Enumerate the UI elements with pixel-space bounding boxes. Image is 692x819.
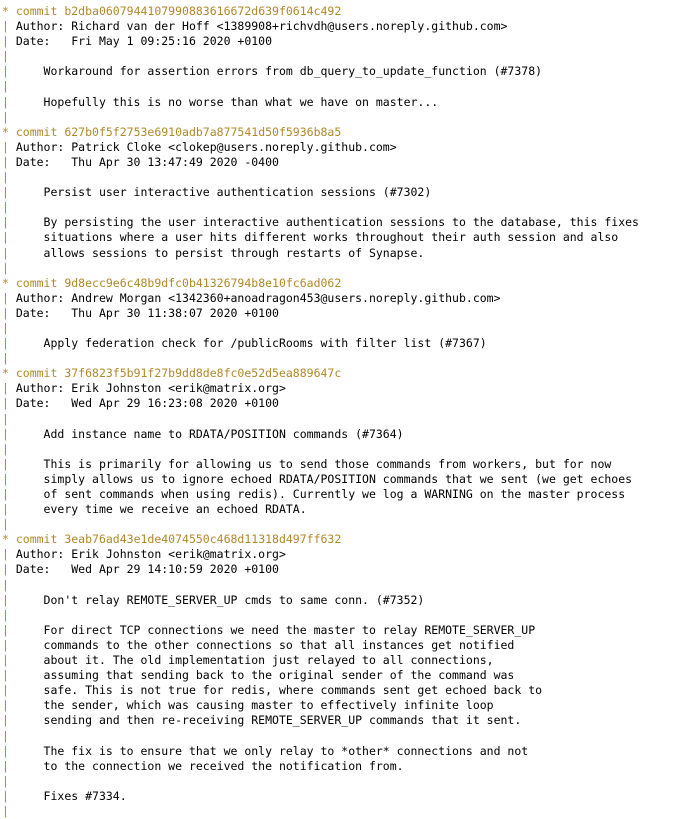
commit-message-line [2,487,692,502]
commit-message-line [2,744,692,759]
graph-blank-line [2,517,692,532]
commit-message-text: assuming that sending back to the original sender of the command was [8,668,515,683]
commit-hash: 627b0f5f2753e6910adb7a877541d50f5936b8a5 [64,124,342,139]
graph-pipe: | [2,336,9,351]
commit-message-line [2,713,692,728]
date-label: Date: [15,562,72,577]
date-value: Thu Apr 30 13:47:49 2020 -0400 [71,154,279,169]
commit-message-text: of sent commands when using redis). Currently we log a WARNING on the master process [8,487,626,501]
commit-keyword: commit [15,366,65,381]
commit-keyword: commit [15,532,65,547]
date-value: Fri May 1 09:25:16 2020 +0100 [71,34,273,49]
commit-message-line [2,638,692,653]
date-line [2,396,692,411]
graph-pipe: | [2,79,9,94]
graph-marker: * [2,124,16,139]
commit-message-line [2,336,692,351]
commit-message-line [2,623,692,638]
commit-message-line [2,668,692,683]
commit-message-line [2,774,692,789]
graph-blank-line [2,578,692,593]
commit-message-line [2,200,692,215]
graph-pipe: | [2,230,9,245]
commit-header-line [2,4,692,19]
author-label: Author: [15,547,72,562]
graph-pipe: | [2,456,9,471]
graph-pipe: | [2,577,9,592]
graph-pipe: | [2,441,9,456]
graph-pipe: | [2,728,9,743]
date-line [2,306,692,321]
commit-message-line [2,653,692,668]
graph-pipe: | [2,683,9,698]
author-line [2,140,692,155]
graph-pipe: | [2,487,9,501]
commit-message-text: about it. The old implementation just relayed to all connections, [8,653,494,668]
commit-message-line [2,729,692,744]
commit-keyword: commit [15,124,65,139]
author-line [2,291,692,306]
graph-pipe: | [2,139,16,154]
commit-message-line [2,95,692,110]
graph-pipe: | [2,320,9,335]
commit-message-text: Hopefully this is no worse than what we have on master... [8,94,439,109]
graph-pipe: | [2,109,9,124]
graph-blank-line [2,321,692,336]
graph-pipe: | [2,290,16,305]
author-label: Author: [15,381,72,396]
graph-pipe: | [2,396,16,411]
commit-message-text: sending and then re-receiving REMOTE_SERVER_UP commands that it sent. [8,713,522,728]
graph-pipe: | [2,788,9,803]
graph-pipe: | [2,49,9,64]
commit-message-line [2,64,692,79]
graph-pipe: | [2,637,9,652]
graph-pipe: | [2,547,16,562]
author-line [2,547,692,562]
author-label: Author: [15,139,72,154]
date-label: Date: [15,154,72,169]
graph-pipe: | [2,622,9,637]
graph-pipe: | [2,592,9,607]
graph-pipe: | [2,713,9,728]
graph-pipe: | [2,170,9,185]
commit-message-text: simply allows us to ignore echoed RDATA/POSITION commands that we sent (we get echoes [8,471,633,486]
author-value: Erik Johnston <erik@matrix.org> [71,381,286,396]
commit-message-text: Apply federation check for /publicRooms with filter list (#7367) [8,336,487,351]
commit-header-line [2,532,692,547]
date-line [2,155,692,170]
graph-pipe: | [2,34,16,49]
graph-blank-line [2,170,692,185]
commit-message-line [2,185,692,200]
graph-marker: * [2,4,16,18]
commit-message-text: allows sessions to persist through restarts of Synapse. [8,245,425,260]
commit-message-line [2,608,692,623]
graph-pipe: | [2,260,9,275]
graph-pipe: | [2,426,9,441]
commit-message-text: commands to the other connections so that all instances get notified [8,637,515,652]
graph-pipe: | [2,773,9,788]
date-label: Date: [15,396,72,411]
commit-keyword: commit [15,4,65,18]
graph-pipe: | [2,200,9,215]
date-line [2,562,692,577]
commit-message-line [2,472,692,487]
graph-blank-line [2,110,692,125]
graph-pipe: | [2,758,9,773]
date-value: Wed Apr 29 14:10:59 2020 +0100 [71,562,279,577]
graph-marker: * [2,275,16,290]
commit-message-text: situations where a user hits different works throughout their auth session and also [8,230,619,245]
commit-message-text: Don't relay REMOTE_SERVER_UP cmds to same conn. (#7352) [8,592,425,607]
commit-header-line [2,366,692,381]
commit-hash: 9d8ecc9e6c48b9dfc0b41326794b8e10fc6ad062 [64,275,342,290]
author-value: Patrick Cloke <clokep@users.noreply.github.com> [71,139,397,154]
commit-message-line [2,79,692,94]
author-value: Erik Johnston <erik@matrix.org> [71,547,286,562]
author-line [2,19,692,34]
commit-hash: 3eab76ad43e1de4074550c468d11318d497ff632 [64,532,342,547]
graph-pipe: | [2,154,16,169]
graph-pipe: | [2,245,9,260]
commit-header-line [2,125,692,140]
graph-pipe: | [2,517,9,532]
commit-header-line [2,276,692,291]
graph-pipe: | [2,19,16,34]
commit-message-line [2,457,692,472]
commit-message-text: By persisting the user interactive authentication sessions to the database, this fixes [8,215,639,230]
author-value: Andrew Morgan <1342360+anoadragon453@users.noreply.github.com> [71,290,501,305]
graph-pipe: | [2,607,9,622]
graph-pipe: | [2,668,9,683]
graph-blank-line [2,261,692,276]
author-label: Author: [15,19,72,34]
date-label: Date: [15,34,72,49]
graph-blank-line [2,412,692,427]
date-value: Wed Apr 29 16:23:08 2020 +0100 [71,396,279,411]
graph-pipe: | [2,305,16,320]
commit-message-text: This is primarily for allowing us to send those commands from workers, but for now [8,456,612,471]
commit-message-line [2,230,692,245]
commit-message-text: Add instance name to RDATA/POSITION commands (#7364) [8,426,404,441]
graph-blank-line [2,49,692,64]
graph-pipe: | [2,411,9,426]
commit-message-text: to the connection we received the notification from. [8,758,404,773]
commit-message-line [2,593,692,608]
author-label: Author: [15,290,72,305]
graph-pipe: | [2,471,9,486]
date-label: Date: [15,305,72,320]
commit-keyword: commit [15,275,65,290]
graph-blank-line [2,351,692,366]
author-value: Richard van der Hoff <1389908+richvdh@users.noreply.github.com> [71,19,508,34]
commit-message-line [2,502,692,517]
commit-message-text: every time we receive an echoed RDATA. [8,502,307,517]
commit-message-text: Fixes #7334. [8,788,127,803]
graph-pipe: | [2,803,9,818]
date-value: Thu Apr 30 11:38:07 2020 +0100 [71,305,279,320]
author-line [2,381,692,396]
graph-pipe: | [2,351,9,366]
commit-message-text: For direct TCP connections we need the master to relay REMOTE_SERVER_UP [8,622,536,637]
commit-message-line [2,427,692,442]
graph-pipe: | [2,562,16,577]
graph-pipe: | [2,94,9,109]
commit-message-text: Workaround for assertion errors from db_query_to_update_function (#7378) [8,64,543,79]
commit-message-line [2,442,692,457]
commit-message-line [2,683,692,698]
commit-message-line [2,759,692,774]
graph-pipe: | [2,215,9,230]
commit-message-line [2,789,692,804]
commit-message-line [2,215,692,230]
commit-message-text: the sender, which was causing master to effectively infinite loop [8,698,494,713]
commit-hash: b2dba0607944107990883616672d639f0614c492 [64,4,342,18]
graph-marker: * [2,366,16,381]
graph-pipe: | [2,502,9,517]
commit-message-line [2,246,692,261]
commit-message-line [2,698,692,713]
graph-blank-line [2,804,692,819]
date-line [2,34,692,49]
commit-hash: 37f6823f5b91f27b9dd8de8fc0e52d5ea889647c [64,366,342,381]
graph-pipe: | [2,743,9,758]
graph-pipe: | [2,653,9,668]
commit-message-text: safe. This is not true for redis, where commands sent get echoed back to [8,683,543,698]
commit-message-text: The fix is to ensure that we only relay to *other* connections and not [8,743,529,758]
graph-pipe: | [2,185,9,200]
commit-message-text: Persist user interactive authentication sessions (#7302) [8,185,432,200]
graph-marker: * [2,532,16,547]
graph-pipe: | [2,698,9,713]
graph-pipe: | [2,381,16,396]
graph-pipe: | [2,64,9,79]
